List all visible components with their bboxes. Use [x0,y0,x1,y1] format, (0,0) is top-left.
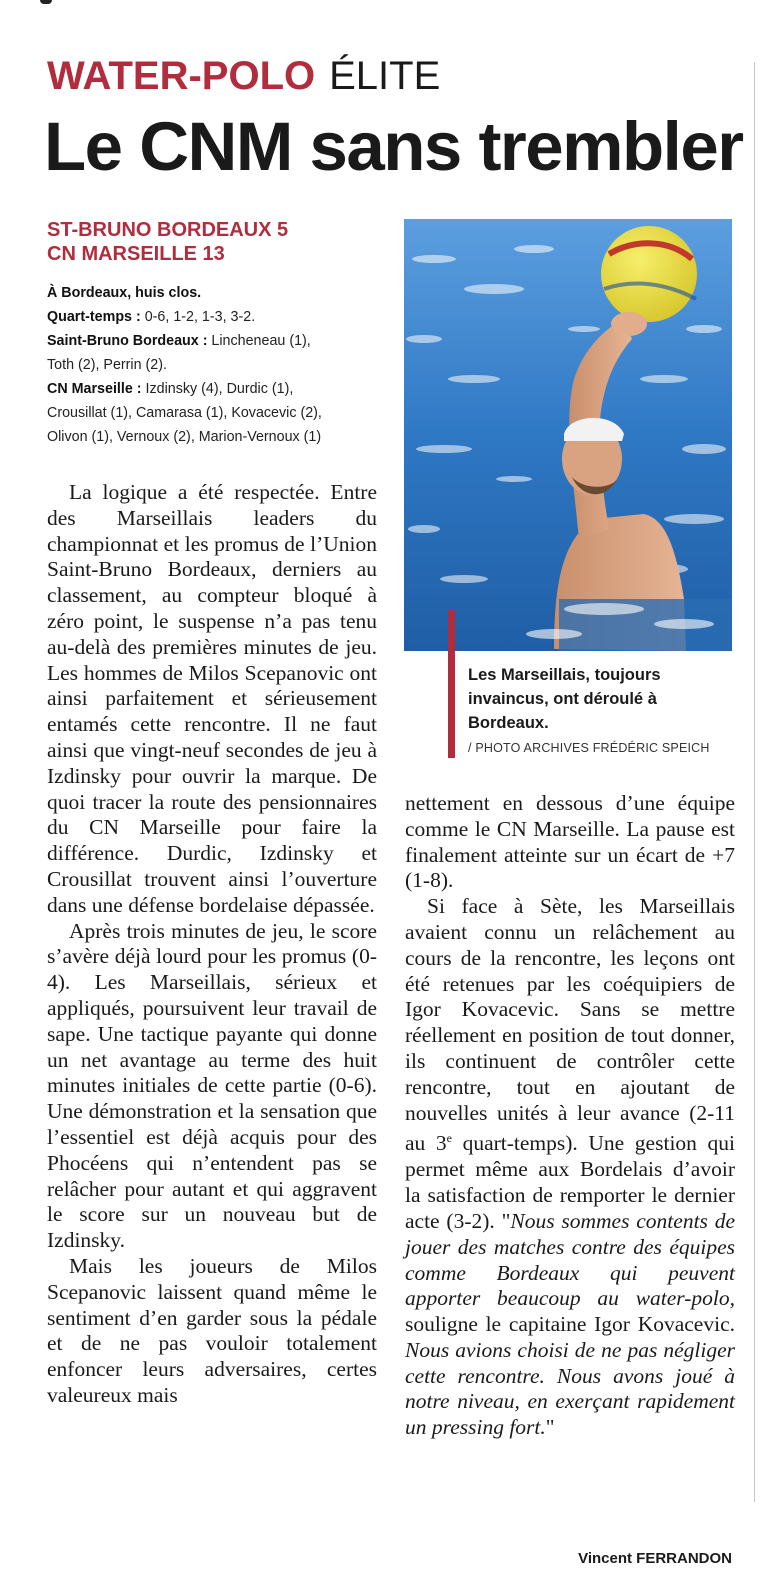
body-text: Si face à Sète, les Marseillais avaient connu un relâchement au cours de la rencontre, les leçons ont été retenues par les coéquipiers de Igor Kovacevic. Sans se mettre réellement en position de tout donner, ils continuent de contrôler cette rencontre, tout en ajoutant de nouvelles unités à leur avance (2-11 au 3 [405,894,735,1156]
body-paragraph: nettement en dessous d’une équipe comme le CN Marseille. La pause est finalement atteinte sur un écart de +7 (1-8). [405,791,735,893]
scoreline-home: ST-BRUNO BORDEAUX 5 [47,219,289,241]
caption-accent-bar [448,610,455,758]
article-photo [404,219,732,651]
kicker-level: ÉLITE [329,54,441,98]
photo-caption: Les Marseillais, toujours invaincus, ont déroulé à Bordeaux. [468,666,661,732]
section-kicker [47,56,440,96]
article-column-right [405,791,735,1441]
body-paragraph [405,894,735,1441]
kicker-sport: WATER-POLO [47,54,316,98]
body-paragraph: La logique a été respectée. Entre des Marseillais leaders du championnat et les promus de l’Union Saint-Bruno Bordeaux, derniers au classement, au compteur bloqué à zéro point, le suspense n’a pas tenu au-delà des premières minutes de jeu. Les hommes de Milos Scepanovic ont ainsi parfaitement et sérieusement entamés cette rencontre. Il ne faut ainsi que vingt-neuf secondes de jeu à Izdinsky pour ouvrir la marque. De quoi tracer la route des pensionnaires du CN Marseille pour faire la différence. Durdic, Izdinsky et Crousillat trouvent ainsi l’ouverture dans une défense bordelaise dépassée. [47,480,377,917]
body-text: souligne le capitaine Igor Kovacevic. [405,1312,735,1337]
quarters-label: Quart-temps : [47,309,141,325]
page-top-edge [0,0,763,8]
body-paragraph: Après trois minutes de jeu, le score s’avère déjà lourd pour les promus (0-4). Les Marseillais, sérieux et appliqués, poursuivent leur travail de sape. Une tactique payante qui donne un net avantage au terme des huit minutes initiales de cette partie (0-6). Une démonstration et la sensation que l’essentiel est déjà acquis pour des Phocéens qui n’entendent pas se relâcher pour autant et qui aggravent le score sur un nouveau but de Izdinsky. [47,918,377,1253]
quote-text: Nous avions choisi de ne pas négliger cette rencontre. Nous avons joué à notre niveau, en exerçant rapidement un pressing fort. [405,1337,735,1440]
away-team-label: CN Marseille : [47,381,142,397]
body-paragraph: Mais les joueurs de Milos Scepanovic laissent quand même le sentiment d’en garder sous la pédale et de ne pas vouloir totalement enfoncer leurs adversaires, certes valeureux mais [47,1253,377,1407]
water-polo-ball-icon [601,226,697,322]
away-scorers-line: Crousillat (1), Camarasa (1), Kovacevic (2), [47,405,322,421]
body-text: " [545,1415,555,1440]
column-rule [754,62,755,1502]
venue: À Bordeaux, huis clos. [47,285,202,301]
byline: Vincent FERRANDON [578,1550,732,1567]
photo-credit: / PHOTO ARCHIVES FRÉDÉRIC SPEICH [468,741,710,755]
superscript: e [446,1131,452,1146]
body-text: quart-temps). Une gestion qui permet même aux Bordelais d’avoir la satisfaction de remporter le dernier acte (3-2). " [405,1131,735,1233]
headline: Le CNM sans trembler [44,108,743,185]
article-column-left [47,480,377,1409]
scoreline [47,218,288,266]
away-scorers-line: Izdinsky (4), Durdic (1), [141,381,294,397]
home-scorers-line: Lincheneau (1), [207,333,311,349]
home-scorers-line: Toth (2), Perrin (2). [47,357,167,373]
quote-text: Nous sommes contents de jouer des matches contre des équipes comme Bordeaux qui peuvent apporter beaucoup au water-polo, [405,1208,736,1311]
home-team-label: Saint-Bruno Bordeaux : [47,333,208,349]
away-scorers-line: Olivon (1), Vernoux (2), Marion-Vernoux (1) [47,429,322,445]
scoreline-away: CN MARSEILLE 13 [47,243,225,265]
quarters-value: 0-6, 1-2, 1-3, 3-2. [140,309,256,325]
match-factbox [47,281,392,449]
